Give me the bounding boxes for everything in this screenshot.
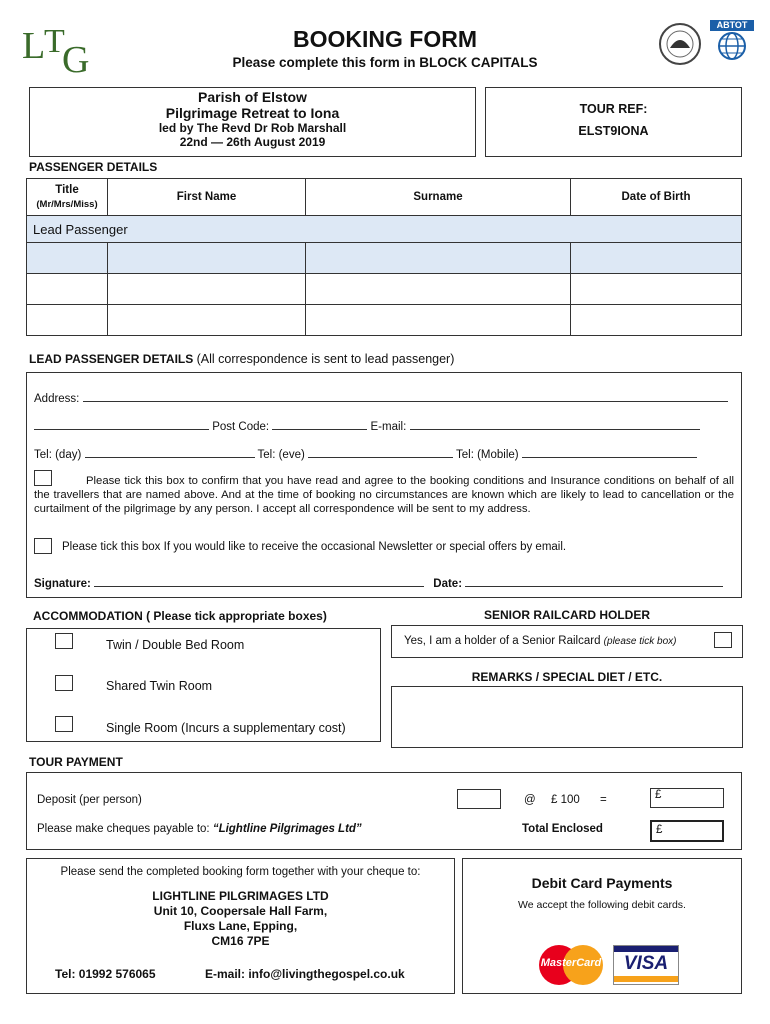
tel-day-field[interactable] [85, 447, 255, 458]
tour-ref-box [485, 87, 742, 157]
email-label: E-mail: [370, 421, 407, 433]
col-title: Title (Mr/Mrs/Miss) [27, 179, 108, 216]
remarks-heading: REMARKS / SPECIAL DIET / ETC. [471, 670, 663, 684]
equals-sign: = [600, 794, 607, 806]
deposit-label: Deposit (per person) [37, 794, 142, 806]
address-field-2[interactable] [34, 419, 209, 430]
first-name-cell[interactable] [108, 243, 306, 274]
lead-details-heading: LEAD PASSENGER DETAILS (All correspondence is sent to lead passenger) [29, 352, 455, 366]
single-room-label: Single Room (Incurs a supplementary cost) [106, 721, 346, 735]
remarks-field[interactable] [391, 686, 743, 748]
table-row [27, 274, 742, 305]
svg-text:G: G [62, 39, 90, 74]
people-count-field[interactable] [457, 789, 501, 809]
email-field[interactable] [410, 419, 700, 430]
col-surname: Surname [306, 179, 571, 216]
address-line-1: Unit 10, Coopersale Hall Farm, [153, 904, 328, 918]
signature-label: Signature: [34, 578, 91, 590]
newsletter-checkbox[interactable] [34, 538, 52, 554]
first-name-cell[interactable] [108, 274, 306, 305]
surname-cell[interactable] [306, 305, 571, 336]
svg-text:T: T [44, 23, 65, 60]
signature-field[interactable] [94, 576, 424, 587]
send-address-box [26, 858, 455, 994]
title-cell[interactable] [27, 243, 108, 274]
postcode-field[interactable] [272, 419, 367, 430]
contact-email: E-mail: info@livingthegospel.co.uk [205, 967, 405, 981]
table-row [27, 305, 742, 336]
col-dob: Date of Birth [571, 179, 742, 216]
tel-eve-field[interactable] [308, 447, 453, 458]
title-cell[interactable] [27, 274, 108, 305]
debit-card-title: Debit Card Payments [531, 875, 673, 891]
form-subtitle: Please complete this form in BLOCK CAPITALS [232, 55, 538, 70]
tour-ref-label: TOUR REF: [579, 102, 648, 116]
table-row [27, 243, 742, 274]
tour-name: Pilgrimage Retreat to Iona [165, 105, 340, 121]
tour-dates: 22nd — 26th August 2019 [179, 135, 326, 149]
railcard-checkbox[interactable] [714, 632, 732, 648]
first-name-cell[interactable] [108, 305, 306, 336]
visa-logo: VISA [613, 945, 679, 985]
single-room-checkbox[interactable] [55, 716, 73, 732]
dob-cell[interactable] [571, 243, 742, 274]
passenger-table [26, 178, 742, 336]
debit-card-box [462, 858, 742, 994]
form-title: BOOKING FORM [293, 26, 477, 52]
consent-text: Please tick this box to confirm that you have read and agree to the booking conditions and Insurance conditions on behalf of all the travellers that are named above. And at the time of booking no circumstances are known which are likely to lead to cancellation or the curtailment of the pilgrimage by any person. I accept all correspondence will be sent to my address. [34, 475, 734, 515]
payment-box [26, 772, 742, 850]
address-label: Address: [34, 393, 80, 405]
railcard-text: Yes, I am a holder of a Senior Railcard [404, 635, 601, 647]
address-field[interactable] [83, 391, 728, 402]
shared-twin-label: Shared Twin Room [106, 679, 213, 693]
railcard-box [391, 625, 743, 658]
abtot-logo: ABTOT [710, 20, 754, 64]
tel-mobile-label: Tel: (Mobile) [456, 449, 519, 461]
svg-text:L: L [22, 25, 46, 67]
company-name: LIGHTLINE PILGRIMAGES LTD [152, 889, 329, 903]
tel-mobile-field[interactable] [522, 447, 697, 458]
accommodation-heading: ACCOMMODATION ( Please tick appropriate boxes) [33, 609, 327, 623]
surname-cell[interactable] [306, 274, 571, 305]
payee-name: “Lightline Pilgrimages Ltd” [212, 823, 362, 835]
ltg-logo [20, 22, 92, 74]
tour-info-box [29, 87, 476, 157]
date-field[interactable] [465, 576, 723, 587]
deposit-total-field[interactable]: £ [650, 788, 724, 808]
twin-double-checkbox[interactable] [55, 633, 73, 649]
parish-name: Parish of Elstow [198, 89, 307, 105]
postcode-label: Post Code: [212, 421, 270, 433]
railcard-heading: SENIOR RAILCARD HOLDER [483, 608, 650, 622]
address-postcode: CM16 7PE [211, 934, 270, 948]
send-intro: Please send the completed booking form together with your cheque to: [60, 866, 421, 878]
address-line-2: Fluxs Lane, Epping, [183, 919, 298, 933]
at-sign: @ [524, 794, 536, 806]
dob-cell[interactable] [571, 305, 742, 336]
title-cell[interactable] [27, 305, 108, 336]
surname-cell[interactable] [306, 243, 571, 274]
shared-twin-checkbox[interactable] [55, 675, 73, 691]
tour-ref-value: ELST9IONA [578, 124, 649, 138]
newsletter-text: Please tick this box If you would like to receive the occasional Newsletter or special offers by email. [62, 541, 567, 553]
accommodation-box [26, 628, 381, 742]
date-label: Date: [433, 578, 463, 590]
total-enclosed-label: Total Enclosed [522, 823, 603, 835]
railcard-note: (please tick box) [603, 636, 677, 647]
deposit-amount: £ 100 [551, 794, 580, 806]
lead-passenger-label: Lead Passenger [27, 216, 742, 243]
tel-eve-label: Tel: (eve) [257, 449, 305, 461]
debit-card-text: We accept the following debit cards. [518, 899, 686, 911]
cheque-text: Please make cheques payable to: [37, 823, 213, 835]
col-first-name: First Name [108, 179, 306, 216]
mastercard-logo: MasterCard [536, 943, 606, 987]
passenger-details-heading: PASSENGER DETAILS [29, 160, 158, 174]
travel-association-seal [656, 22, 704, 66]
lead-details-box [26, 372, 742, 598]
tour-leader: led by The Revd Dr Rob Marshall [158, 121, 347, 135]
twin-double-label: Twin / Double Bed Room [106, 638, 245, 652]
payment-heading: TOUR PAYMENT [29, 755, 123, 769]
dob-cell[interactable] [571, 274, 742, 305]
contact-tel: Tel: 01992 576065 [55, 967, 156, 981]
total-enclosed-field[interactable]: £ [650, 820, 724, 842]
tel-day-label: Tel: (day) [34, 449, 82, 461]
